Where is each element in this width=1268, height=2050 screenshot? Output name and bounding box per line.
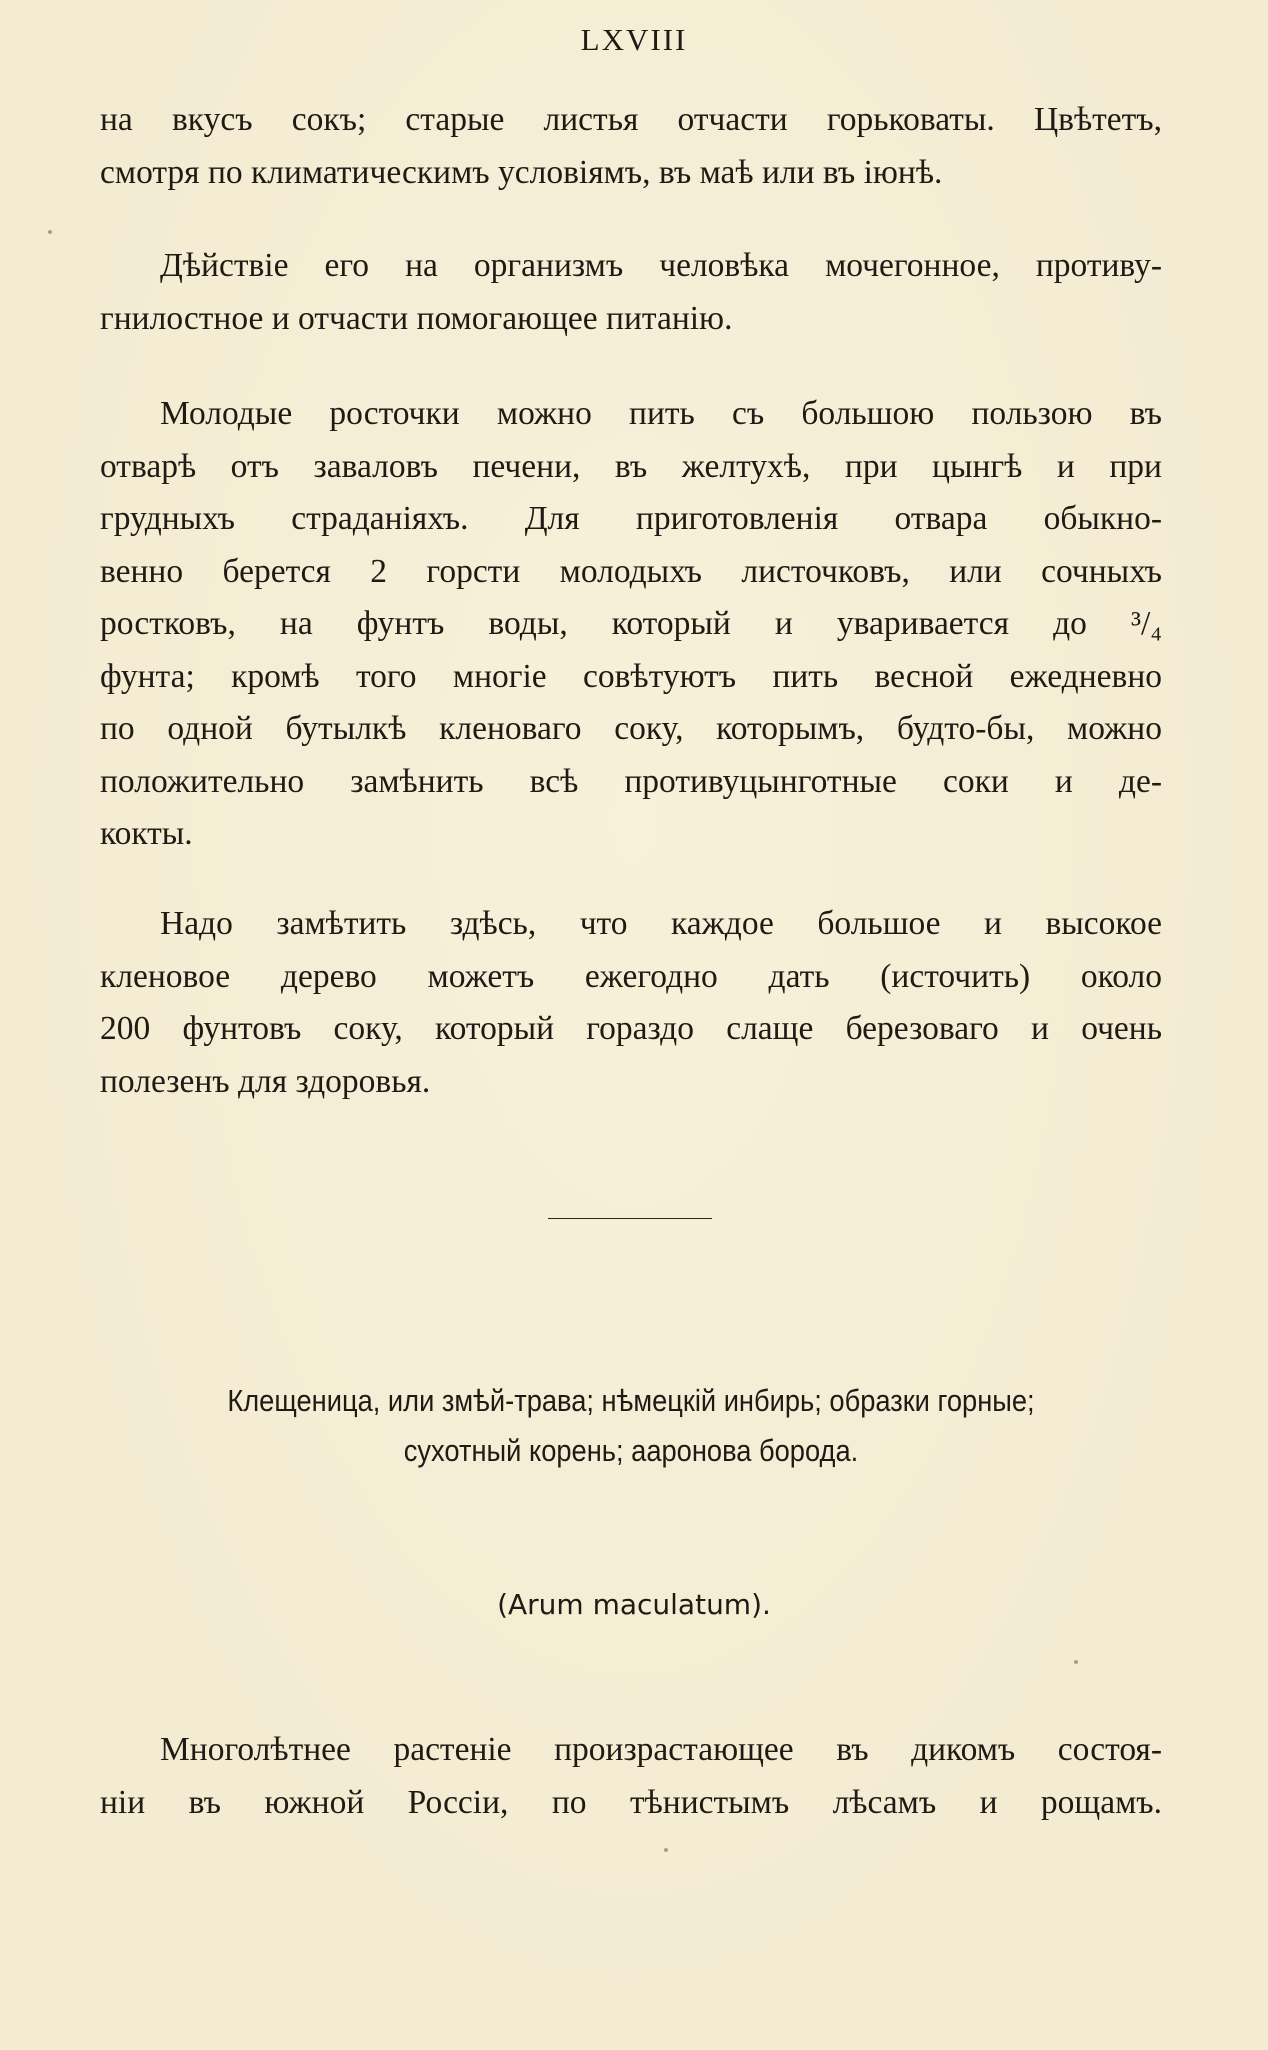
text-line: фунта; кромѣ того многіе совѣтуютъ пить весной ежедневно bbox=[100, 657, 1162, 695]
text-line: кокты. bbox=[100, 815, 193, 852]
text-line: ніи въ южной Россіи, по тѣнистымъ лѣсамъ и рощамъ. bbox=[100, 1783, 1162, 1821]
paragraph-continuation bbox=[100, 94, 1162, 199]
latin-name: (Arum maculatum). bbox=[497, 1588, 771, 1621]
paper-speck bbox=[664, 1848, 668, 1852]
text-line: ростковъ, на фунтъ воды, который и уваривается до ³/₄ bbox=[100, 605, 1162, 642]
paragraph-sprouts bbox=[100, 388, 1162, 861]
paper-speck bbox=[1074, 1660, 1078, 1664]
text-line: Дѣйствіе его на организмъ человѣка мочегонное, противу- bbox=[160, 247, 1162, 284]
paragraph-action bbox=[100, 240, 1162, 345]
text-line: Надо замѣтить здѣсь, что каждое большое и высокое bbox=[160, 905, 1162, 942]
text-line: Многолѣтнее растеніе произрастающее въ дикомъ состоя- bbox=[160, 1731, 1162, 1768]
page-number: LXVIII bbox=[580, 22, 688, 57]
text-line: кленовое дерево можетъ ежегодно дать (источить) около bbox=[100, 957, 1162, 995]
text-line: по одной бутылкѣ кленоваго соку, которымъ, будто-бы, можно bbox=[100, 710, 1162, 747]
text-line: гнилостное и отчасти помогающее питанію. bbox=[100, 299, 733, 337]
text-line: отварѣ отъ заваловъ печени, въ желтухѣ, при цынгѣ и при bbox=[100, 447, 1162, 485]
section-heading bbox=[164, 1376, 1099, 1476]
text-line: 200 фунтовъ соку, который гораздо слаще березоваго и очень bbox=[100, 1010, 1162, 1047]
section-divider bbox=[548, 1218, 712, 1219]
paragraph-maple-sap bbox=[100, 898, 1162, 1108]
heading-line: сухотный корень; ааронова борода. bbox=[403, 1433, 859, 1468]
text-line: положительно замѣнить всѣ противуцынготные соки и де- bbox=[100, 762, 1162, 800]
text-line: смотря по климатическимъ условіямъ, въ маѣ или въ іюнѣ. bbox=[100, 153, 943, 191]
text-line: Молодые росточки можно пить съ большою пользою въ bbox=[160, 395, 1162, 432]
paragraph-perennial bbox=[100, 1724, 1162, 1829]
text-line: венно берется 2 горсти молодыхъ листочковъ, или сочныхъ bbox=[100, 552, 1162, 590]
text-line: на вкусъ сокъ; старые листья отчасти горьковаты. Цвѣтетъ, bbox=[100, 101, 1162, 138]
paper-speck bbox=[48, 230, 52, 234]
heading-line: Клещеница, или змѣй-трава; нѣмецкій инбирь; образки горные; bbox=[227, 1383, 1035, 1418]
text-line: полезенъ для здоровья. bbox=[100, 1062, 431, 1100]
text-line: грудныхъ страданіяхъ. Для приготовленія отвара обыкно- bbox=[100, 500, 1162, 537]
